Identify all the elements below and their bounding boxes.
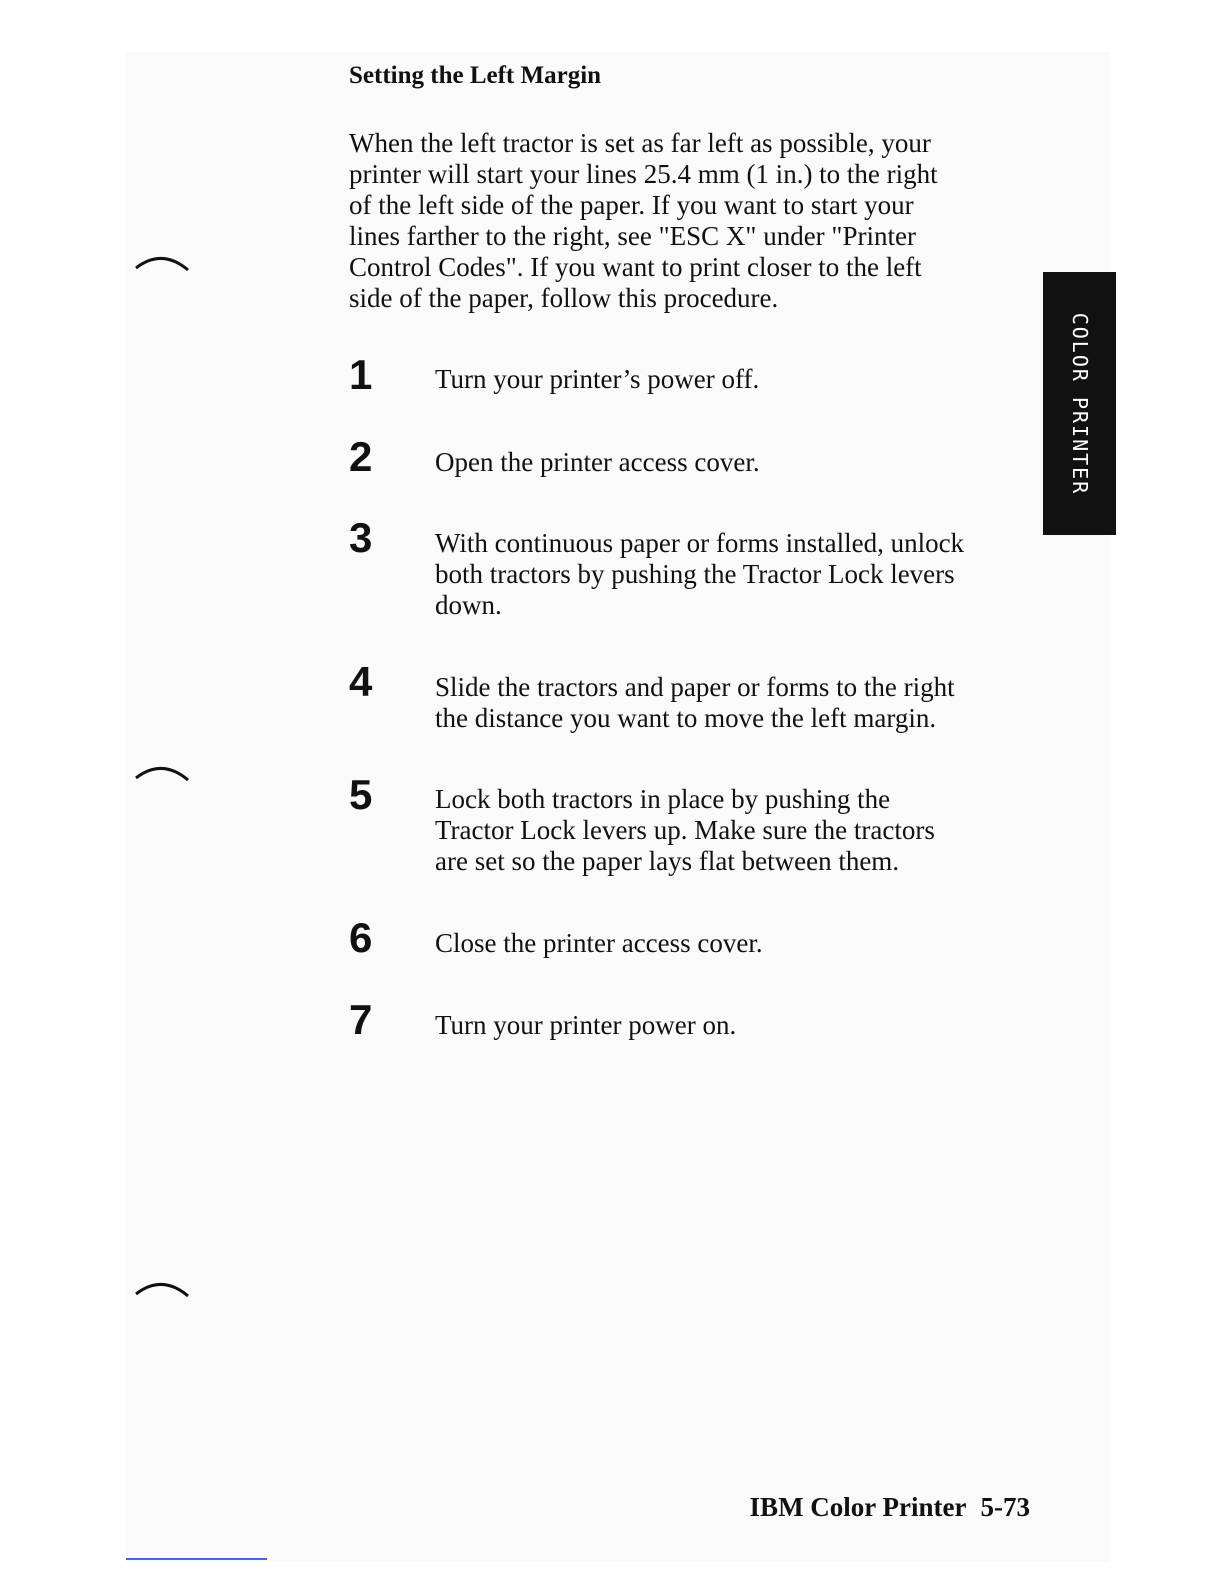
section-tab-label: COLOR PRINTER — [1067, 312, 1092, 495]
step-number: 6 — [349, 914, 373, 961]
binder-hole-mark-bottom — [134, 1276, 194, 1306]
step-number: 7 — [349, 996, 373, 1043]
intro-paragraph: When the left tractor is set as far left as possible, your printer will start your lines 25.4 mm (1 in.) to the right of the left side of the paper. If you want to start your lines farther to the right, see "ESC X" under "Printer Control Codes". If you want to print closer to the left side of the paper, follow this procedure. — [349, 128, 938, 313]
step-number: 5 — [349, 771, 373, 818]
binder-hole-mark-middle — [134, 760, 194, 790]
step-text: Turn your printer power on. — [435, 1010, 737, 1040]
step-text: With continuous paper or forms installed, unlock both tractors by pushing the Tractor Lock levers down. — [435, 528, 965, 620]
step-text: Lock both tractors in place by pushing the Tractor Lock levers up. Make sure the tractors are set so the paper lays flat between them. — [435, 784, 935, 876]
bottom-rule — [126, 1558, 267, 1560]
footer-title: IBM Color Printer — [749, 1492, 967, 1522]
binder-hole-mark-top — [134, 250, 194, 280]
step-number: 2 — [349, 433, 373, 480]
step-text: Close the printer access cover. — [435, 928, 763, 958]
step-text: Open the printer access cover. — [435, 447, 760, 477]
step-number: 1 — [349, 351, 373, 398]
page-footer — [750, 1492, 1030, 1523]
section-heading: Setting the Left Margin — [349, 62, 602, 89]
step-text: Turn your printer’s power off. — [435, 364, 760, 394]
step-number: 3 — [349, 514, 373, 561]
step-text: Slide the tractors and paper or forms to the right the distance you want to move the left margin. — [435, 672, 955, 733]
page-number: 5-73 — [980, 1492, 1030, 1522]
section-tab — [1043, 272, 1116, 535]
step-number: 4 — [349, 658, 373, 705]
